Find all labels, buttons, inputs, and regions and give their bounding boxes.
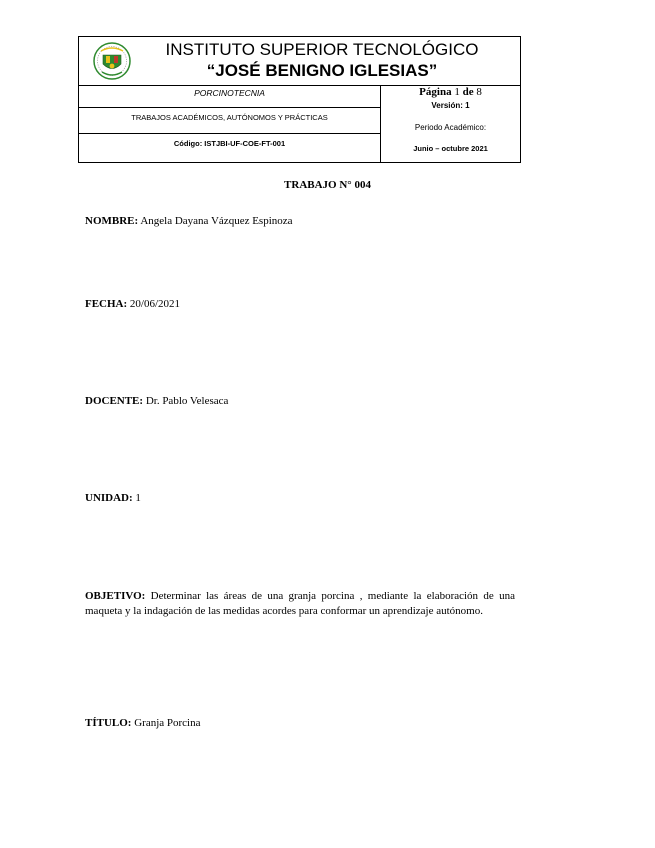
document-header (78, 36, 521, 163)
period-label: Periodo Académico: (414, 123, 487, 132)
nombre-field (85, 215, 293, 227)
titulo-label: TÍTULO: (85, 717, 132, 729)
header-title-row (79, 37, 520, 86)
header-row-divider (79, 107, 380, 108)
titulo-value: Granja Porcina (134, 717, 201, 729)
docente-field (85, 395, 228, 407)
version-label: Versión: 1 (431, 101, 470, 110)
period-value: Junio – octubre 2021 (413, 144, 488, 153)
objetivo-value: Determinar las áreas de una granja porcina , mediante la elaboración de una maqueta y la indagación de las medidas acordes para conformar un aprendizaje autónomo. (85, 590, 516, 617)
docente-value: Dr. Pablo Velesaca (145, 395, 229, 407)
institution-subname: “JOSÉ BENIGNO IGLESIAS” (206, 61, 438, 80)
unidad-label: UNIDAD: (85, 492, 133, 504)
page-label: Página (419, 86, 452, 98)
objetivo-field (85, 589, 515, 618)
fecha-label: FECHA: (85, 298, 128, 310)
fecha-field (85, 298, 180, 310)
unidad-value: 1 (135, 492, 141, 504)
institution-logo-icon (93, 42, 131, 80)
page-indicator (381, 86, 520, 98)
titulo-field (85, 717, 201, 729)
subject-name: PORCINOTECNIA (194, 88, 265, 98)
objetivo-label: OBJETIVO: (85, 590, 146, 602)
page-of: de (462, 86, 474, 98)
document-code: Código: ISTJBI-UF-COE-FT-001 (173, 139, 286, 148)
header-row-divider (79, 133, 380, 134)
docente-label: DOCENTE: (85, 395, 144, 407)
institution-name: INSTITUTO SUPERIOR TECNOLÓGICO (165, 40, 479, 59)
document-type: TRABAJOS ACADÉMICOS, AUTÓNOMOS Y PRÁCTICAS (131, 113, 328, 122)
page-current: 1 (454, 86, 460, 98)
page-total: 8 (476, 86, 482, 98)
nombre-value: Angela Dayana Vázquez Espinoza (140, 215, 293, 227)
nombre-label: NOMBRE: (85, 215, 139, 227)
unidad-field (85, 492, 141, 504)
fecha-value: 20/06/2021 (129, 298, 181, 310)
document-title: TRABAJO N° 004 (284, 179, 371, 191)
